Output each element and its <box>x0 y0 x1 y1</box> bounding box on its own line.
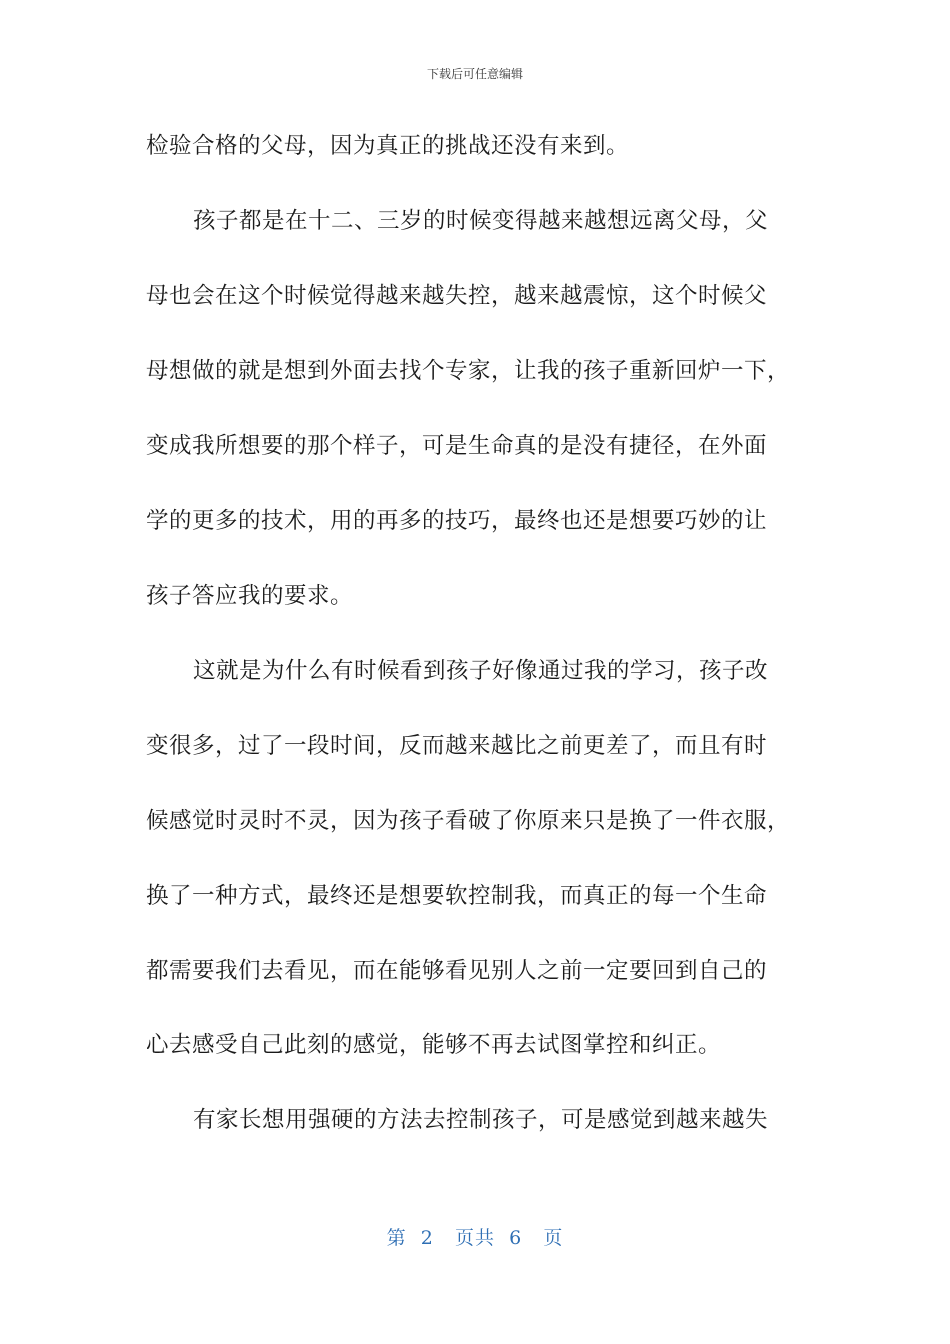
current-page-number: 2 <box>420 1227 434 1249</box>
text-line: 检验合格的父母，因为真正的挑战还没有来到。 <box>146 133 630 159</box>
paragraph-first-line: 这就是为什么有时候看到孩子好像通过我的学习，孩子改 <box>193 658 769 684</box>
text-line: 都需要我们去看见，而在能够看见别人之前一定要回到自己的 <box>146 958 768 984</box>
page-footer <box>0 1225 950 1251</box>
text-line: 心去感受自己此刻的感觉，能够不再去试图掌控和纠正。 <box>146 1032 722 1058</box>
paragraph-first-line: 有家长想用强硬的方法去控制孩子，可是感觉到越来越失 <box>193 1107 769 1133</box>
text-line: 候感觉时灵时不灵，因为孩子看破了你原来只是换了一件衣服， <box>146 808 791 834</box>
paragraph-first-line: 孩子都是在十二、三岁的时候变得越来越想远离父母，父 <box>193 208 769 234</box>
text-line: 孩子答应我的要求。 <box>146 583 354 609</box>
page-prefix: 第 <box>386 1227 407 1249</box>
text-line: 学的更多的技术，用的再多的技巧，最终也还是想要巧妙的让 <box>146 508 768 534</box>
page-suffix: 页 <box>543 1227 564 1249</box>
text-line: 母想做的就是想到外面去找个专家，让我的孩子重新回炉一下， <box>146 358 791 384</box>
text-line: 变成我所想要的那个样子，可是生命真的是没有捷径，在外面 <box>146 433 768 459</box>
page-header: 下载后可任意编辑 <box>426 67 523 81</box>
text-line: 变很多，过了一段时间，反而越来越比之前更差了，而且有时 <box>146 733 768 759</box>
text-line: 母也会在这个时候觉得越来越失控，越来越震惊，这个时候父 <box>146 283 768 309</box>
total-pages: 6 <box>509 1227 523 1249</box>
text-line: 换了一种方式，最终还是想要软控制我，而真正的每一个生命 <box>146 883 768 909</box>
page-middle: 页共 <box>454 1227 495 1249</box>
